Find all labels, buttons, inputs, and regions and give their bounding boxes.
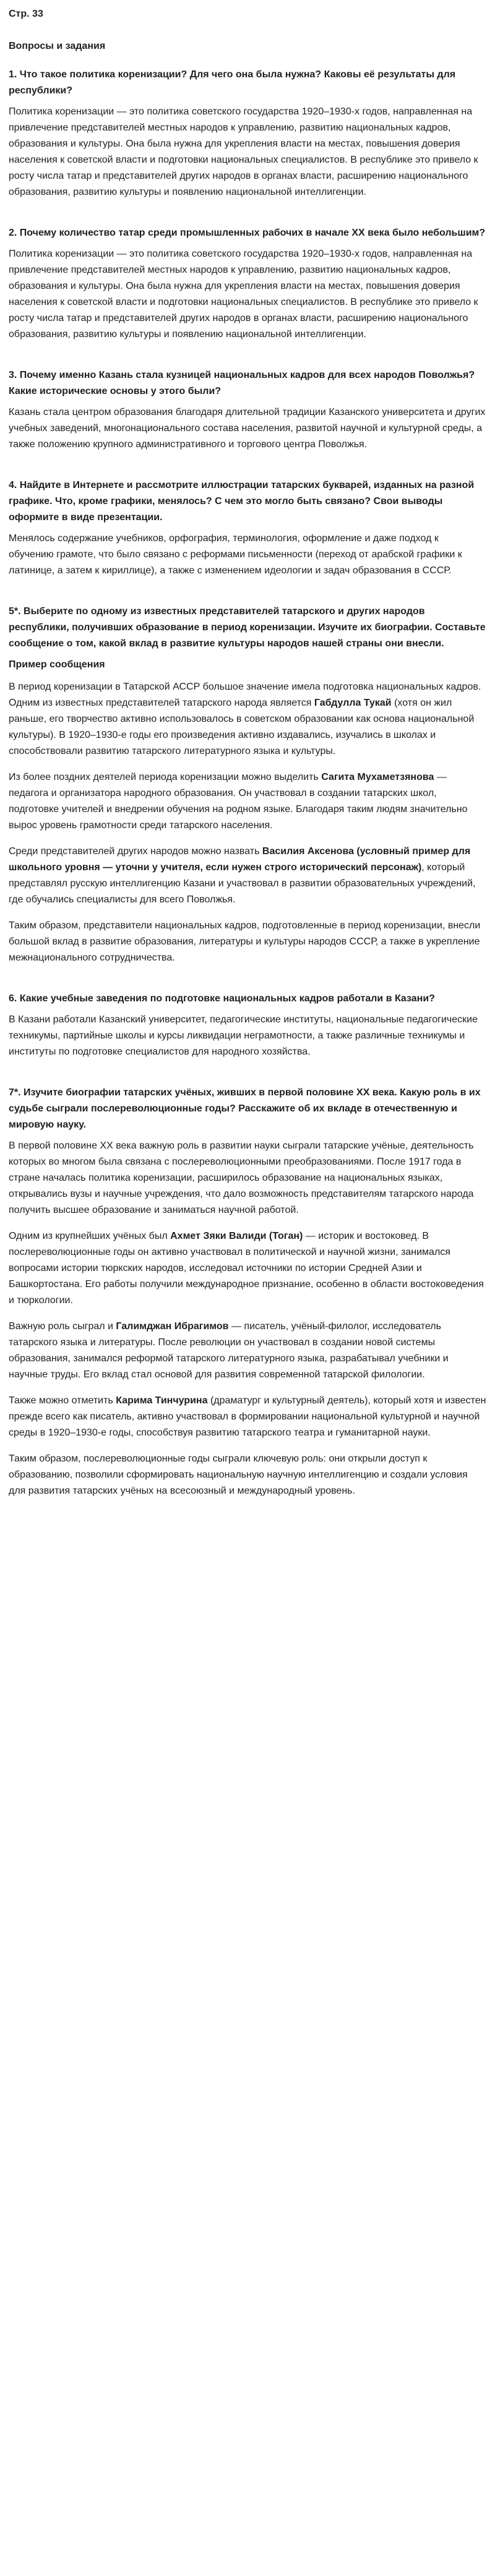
question-title: 5*. Выберите по одному из известных представителей татарского и других народов республики, получивших образование в период коренизации. Изучите их биографии. Составьте сообщение о том, какой вклад в развитие культуры народов нашей страны они внесли. xyxy=(9,606,486,649)
person-name: Сагита Мухаметзянова xyxy=(321,772,434,782)
section-heading: Вопросы и задания xyxy=(9,41,106,51)
question-title: 7*. Изучите биографии татарских учёных, живших в первой половине XX века. Какую роль в их судьбе сыграли послереволюционные годы? Расскажите об их вкладе в отечественную и мировую науку. xyxy=(9,1087,481,1130)
question-4 xyxy=(9,477,486,579)
question-title: 1. Что такое политика коренизации? Для чего она была нужна? Каковы её результаты для республики? xyxy=(9,69,456,96)
paragraph-text: , который представлял русскую интеллигенцию Казани и участвовал в развитии образовательных учреждений, где обучались специалисты для всего Поволжья. xyxy=(9,862,476,905)
answer-paragraph: В первой половине XX века важную роль в развитии науки сыграли татарские учёные, деятельность которых во многом была связана с послереволюционными преобразованиями. После 1917 года в стране началась политика коренизации, расширилось образование на национальных языках, открывались вузы и научные учреждения, что дало возможность представителям татарского народа получить высшее образование и заниматься научной работой. xyxy=(9,1140,474,1215)
example-label: Пример сообщения xyxy=(9,659,105,670)
answer-paragraph xyxy=(9,1319,486,1383)
paragraph-text: Одним из крупнейших учёных был xyxy=(9,1231,168,1241)
question-title: 6. Какие учебные заведения по подготовке национальных кадров работали в Казани? xyxy=(9,993,435,1004)
person-name: Габдулла Тукай xyxy=(314,698,392,708)
person-name: Галимджан Ибрагимов xyxy=(116,1321,229,1332)
answer-paragraph xyxy=(9,769,486,834)
person-name: Ахмет Зяки Валиди (Тоган) xyxy=(170,1231,303,1241)
answer-paragraph: Таким образом, послереволюционные годы сыграли ключевую роль: они открыли доступ к образованию, позволили сформировать национальную научную интеллигенцию и создали условия для развития татарских учёных на всесоюзный и международный уровень. xyxy=(9,1453,468,1496)
question-5 xyxy=(9,604,486,966)
answer-text: Менялось содержание учебников, орфография, терминология, оформление и даже подход к обучению грамоте, что было связано с реформами письменности (переход от арабской графики к латинице, а затем к кириллице), а также с изменением идеологии и задач образования в СССР. xyxy=(9,533,462,576)
question-title: 4. Найдите в Интернете и рассмотрите иллюстрации татарских букварей, изданных на разной графике. Что, кроме графики, менялось? С чем это могло быть связано? Свои выводы оформите в виде презентации. xyxy=(9,480,475,523)
question-3 xyxy=(9,367,486,453)
answer-text: В Казани работали Казанский университет, педагогические институты, национальные педагогические техникумы, партийные школы и курсы ликвидации неграмотности, а также различные техникумы и институты по подготовке специалистов для народного хозяйства. xyxy=(9,1014,478,1057)
answer-text: Политика коренизации — это политика советского государства 1920–1930-х годов, направленная на привлечение представителей местных народов к управлению, развитию национальных кадров, образования и культуры. Она была нужна для укрепления власти на местах, повышения доверия населения к советской власти и подготовки национальных специалистов. В республике это привело к росту числа татар и представителей других народов в органах власти, расширению национального образования, развитию культуры и появлению национальной интеллигенции. xyxy=(9,249,478,340)
answer-text: Казань стала центром образования благодаря длительной традиции Казанского университета и других учебных заведений, многонационального состава населения, развитой научной и культурной среды, а также положению крупного административного и торгового центра Поволжья. xyxy=(9,407,486,450)
page-number: Стр. 33 xyxy=(9,9,43,19)
paragraph-text: Среди представителей других народов можно назвать xyxy=(9,846,260,857)
answer-text: Политика коренизации — это политика советского государства 1920–1930-х годов, направленная на привлечение представителей местных народов к управлению, развитию национальных кадров, образования и культуры. Она была нужна для укрепления власти на местах, повышения доверия населения к советской власти и подготовки национальных специалистов. В республике это привело к росту числа татар и представителей других народов в органах власти, расширению национального образования, развитию культуры и появлению национальной интеллигенции. xyxy=(9,106,478,197)
paragraph-text: Важную роль сыграл и xyxy=(9,1321,113,1332)
answer-paragraph xyxy=(9,1228,486,1309)
paragraph-text: Из более поздних деятелей периода коренизации можно выделить xyxy=(9,772,319,782)
question-2 xyxy=(9,225,486,343)
question-title: 2. Почему количество татар среди промышленных рабочих в начале XX века было небольшим? xyxy=(9,228,486,238)
paragraph-text: — писатель, учёный-филолог, исследователь татарского языка и литературы. После революции он участвовал в создании новой системы образования, занимался реформой татарского литературного языка, разрабатывал учебники и научные труды. Его вклад стал основой для развития современной татарской филологии. xyxy=(9,1321,449,1380)
paragraph-text: — историк и востоковед. В послереволюционные годы он активно участвовал в политической и научной жизни, занимался вопросами истории тюркских народов, исследовал источники по истории Средней Азии и Башкортостана. Его работы получили международное признание, особенно в области востоковедения и тюркологии. xyxy=(9,1231,484,1306)
question-1 xyxy=(9,67,486,200)
answer-paragraph: Таким образом, представители национальных кадров, подготовленные в период коренизации, внесли большой вклад в развитие образования, литературы и культуры народов СССР, а также в укрепление межнационального сотрудничества. xyxy=(9,920,481,963)
paragraph-text: (драматург и культурный деятель), который хотя и известен прежде всего как писатель, активно участвовал в формировании национальной культурной и научной среды в 1920–1930-е годы, способствуя развитию татарского театра и гуманитарной науки. xyxy=(9,1395,486,1438)
paragraph-text: — педагога и организатора народного образования. Он участвовал в создании татарских школ, подготовке учителей и внедрении обучения на родном языке. Благодаря таким людям значительно вырос уровень грамотности среди татарского населения. xyxy=(9,772,468,831)
question-7 xyxy=(9,1085,486,1499)
question-6 xyxy=(9,991,486,1060)
question-title: 3. Почему именно Казань стала кузницей национальных кадров для всех народов Поволжья? Какие исторические основы у этого были? xyxy=(9,370,475,396)
paragraph-text: (хотя он жил раньше, его творчество активно использовалось в советском образовании как основа национальной культуры). В 1920–1930-е годы его произведения активно издавались, изучались в школах и способствовали развитию татарского литературного языка и культуры. xyxy=(9,698,475,756)
paragraph-text: В период коренизации в Татарской АССР большое значение имела подготовка национальных кадров. Одним из известных представителей татарского народа является xyxy=(9,682,481,708)
person-name: Карима Тинчурина xyxy=(116,1395,208,1406)
person-name: Василия Аксенова (условный пример для школьного уровня — уточни у учителя, если нужен строго исторический персонаж) xyxy=(9,846,471,873)
answer-paragraph xyxy=(9,844,486,908)
paragraph-text: Также можно отметить xyxy=(9,1395,113,1406)
answer-paragraph xyxy=(9,1393,486,1441)
answer-paragraph xyxy=(9,679,486,760)
